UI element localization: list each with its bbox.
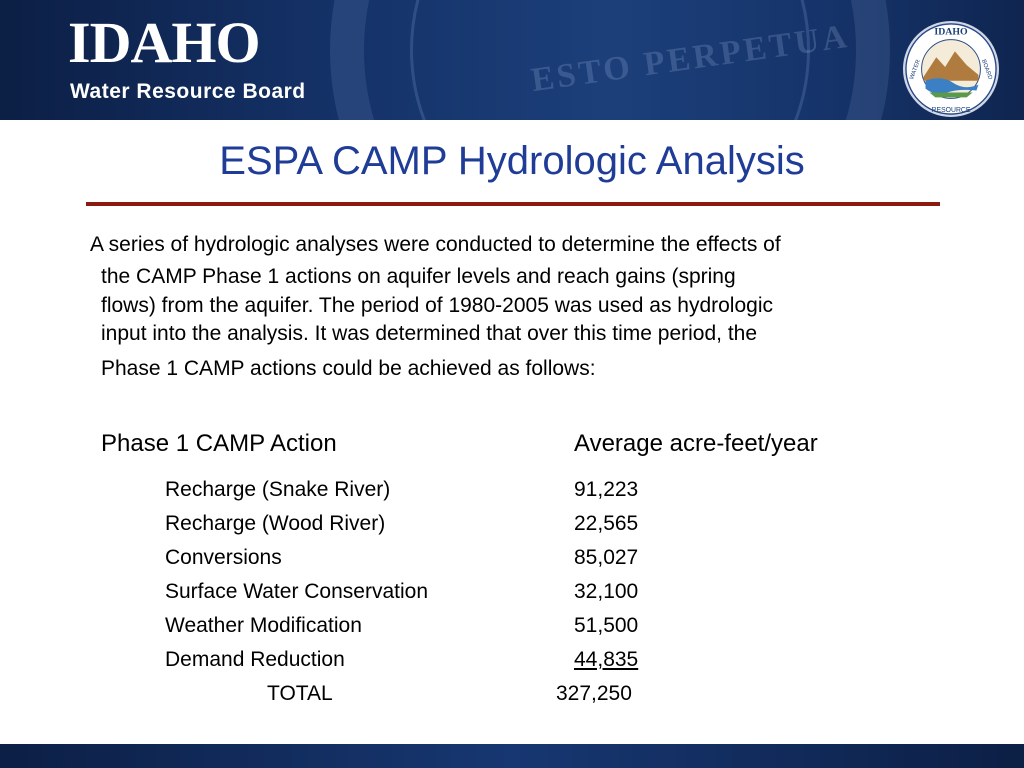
svg-text:WATER: WATER — [909, 58, 922, 81]
svg-text:RESOURCE: RESOURCE — [931, 107, 971, 115]
svg-text:IDAHO: IDAHO — [934, 26, 968, 38]
header-banner — [0, 0, 1024, 120]
idaho-logo-title: IDAHO — [68, 10, 260, 75]
total-label: TOTAL — [267, 682, 333, 705]
row-value-demand-reduction: 44,835 — [574, 648, 639, 671]
row-value-recharge-wood: 22,565 — [574, 512, 639, 535]
seal-motto-text: ESTO PERPETUA — [528, 17, 852, 100]
total-value: 327,250 — [556, 682, 632, 705]
row-value-weather-mod: 51,500 — [574, 614, 639, 637]
intro-line-3: flows) from the aquifer. The period of 1980-2005 was used as hydrologic — [101, 294, 773, 317]
row-action-demand-reduction: Demand Reduction — [165, 648, 345, 671]
title-divider — [86, 202, 940, 206]
footer-bar — [0, 744, 1024, 768]
water-resource-board-badge-icon — [902, 20, 1000, 118]
row-action-recharge-snake: Recharge (Snake River) — [165, 478, 391, 501]
row-value-recharge-snake: 91,223 — [574, 478, 639, 501]
row-action-weather-mod: Weather Modification — [165, 614, 362, 637]
slide-title: ESPA CAMP Hydrologic Analysis — [219, 139, 805, 183]
intro-line-1: A series of hydrologic analyses were conducted to determine the effects of — [90, 233, 781, 256]
table-header-action: Phase 1 CAMP Action — [101, 430, 337, 457]
svg-text:BOARD: BOARD — [980, 58, 993, 81]
intro-line-4: input into the analysis. It was determined that over this time period, the — [101, 322, 758, 345]
row-action-surface-water: Surface Water Conservation — [165, 580, 429, 603]
row-action-conversions: Conversions — [165, 546, 282, 569]
row-value-surface-water: 32,100 — [574, 580, 639, 603]
idaho-logo-subtitle: Water Resource Board — [70, 80, 306, 103]
row-value-conversions: 85,027 — [574, 546, 639, 569]
intro-line-5: Phase 1 CAMP actions could be achieved as follows: — [101, 357, 596, 380]
row-action-recharge-wood: Recharge (Wood River) — [165, 512, 386, 535]
intro-line-2: the CAMP Phase 1 actions on aquifer levels and reach gains (spring — [101, 265, 736, 288]
table-header-value: Average acre-feet/year — [574, 430, 818, 457]
